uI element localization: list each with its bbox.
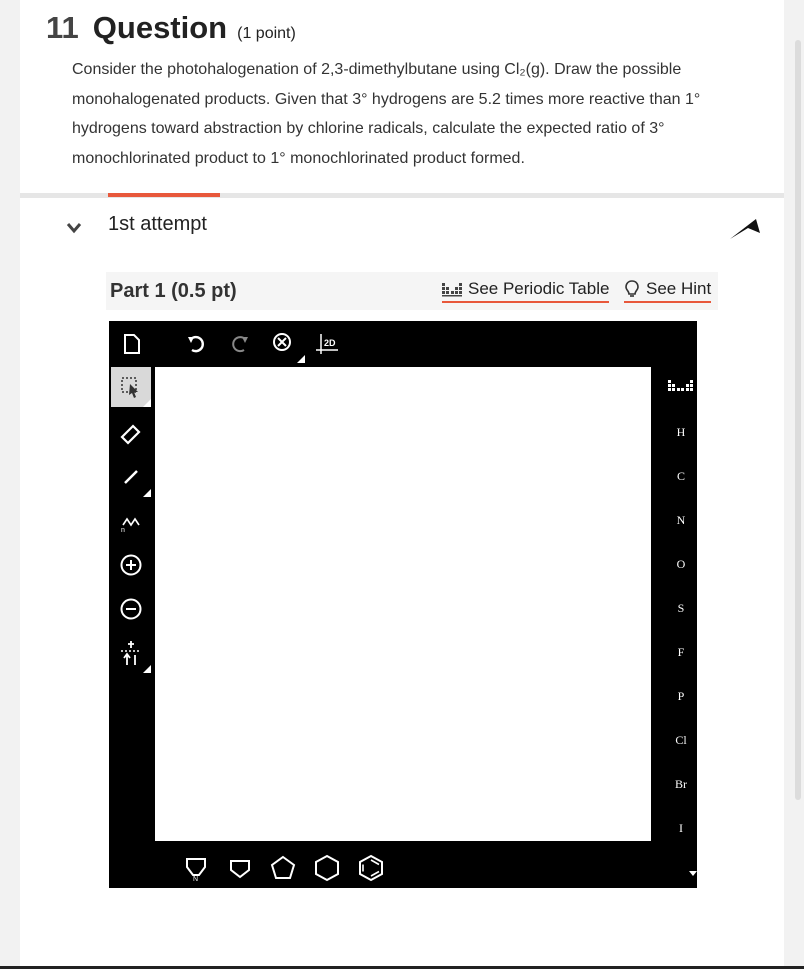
periodic-table-icon[interactable] bbox=[667, 375, 695, 399]
charge-adjust-icon[interactable] bbox=[111, 633, 151, 673]
hint-label: See Hint bbox=[646, 279, 712, 298]
element-button-f[interactable]: F bbox=[677, 645, 685, 659]
periodic-table-label: See Periodic Table bbox=[468, 279, 610, 298]
pyrrole-ring-icon[interactable] bbox=[183, 854, 209, 882]
undo-icon[interactable] bbox=[183, 331, 209, 357]
pin-icon[interactable] bbox=[726, 213, 764, 245]
element-button-p[interactable]: P bbox=[677, 689, 685, 703]
scrollbar[interactable] bbox=[795, 40, 801, 800]
chevron-down-icon[interactable] bbox=[66, 220, 82, 236]
element-button-s[interactable]: S bbox=[677, 601, 685, 615]
chain-icon[interactable] bbox=[111, 501, 151, 541]
element-button-cl[interactable]: Cl bbox=[675, 733, 687, 747]
element-button-c[interactable]: C bbox=[676, 469, 685, 483]
chevron-down-icon[interactable] bbox=[687, 869, 699, 879]
charge-minus-icon[interactable] bbox=[111, 589, 151, 629]
element-button-i[interactable]: I bbox=[679, 821, 683, 835]
zoom-clear-icon[interactable] bbox=[269, 329, 299, 359]
hint-link[interactable] bbox=[624, 279, 711, 303]
bond-single-icon[interactable] bbox=[111, 457, 151, 497]
cleanup-label: 2D bbox=[324, 338, 336, 348]
question-header bbox=[46, 10, 296, 46]
drawing-canvas[interactable] bbox=[155, 367, 651, 841]
lightbulb-icon bbox=[624, 280, 640, 298]
cyclopentane-pentagon-icon[interactable] bbox=[227, 854, 253, 882]
question-points: (1 point) bbox=[237, 25, 296, 42]
periodic-table-icon bbox=[442, 281, 462, 297]
benzene-icon[interactable] bbox=[357, 854, 385, 882]
part-title: Part 1 (0.5 pt) bbox=[110, 280, 237, 302]
element-button-n[interactable]: N bbox=[676, 513, 686, 527]
periodic-table-link[interactable] bbox=[442, 279, 609, 303]
redo-icon[interactable] bbox=[227, 331, 253, 357]
cyclohexane-icon[interactable] bbox=[313, 854, 341, 882]
element-button-br[interactable]: Br bbox=[675, 777, 687, 791]
question-number: 11 bbox=[46, 10, 79, 45]
structure-editor bbox=[109, 321, 697, 888]
question-text: Consider the photohalogenation of 2,3-dimethylbutane using Cl₂(g). Draw the possible monohalogenated products. Given that 3° hydrogens are 5.2 times more reactive than 1° hydrogens toward abstraction by chlorine radicals, calculate the expected ratio of 3° monochlorinated product to 1° monochlorinated product formed. bbox=[72, 61, 701, 167]
element-button-h[interactable]: H bbox=[676, 425, 686, 439]
selection-lasso-icon[interactable] bbox=[111, 367, 151, 407]
attempt-label[interactable]: 1st attempt bbox=[108, 213, 207, 235]
cyclopentane-icon[interactable] bbox=[269, 854, 297, 882]
question-title: Question bbox=[92, 10, 228, 45]
part-header bbox=[106, 272, 718, 310]
accent-bar bbox=[108, 193, 220, 197]
2d-cleanup-icon[interactable] bbox=[315, 329, 343, 359]
element-button-o[interactable]: O bbox=[676, 557, 686, 571]
eraser-icon[interactable] bbox=[111, 413, 151, 453]
new-document-icon[interactable] bbox=[119, 331, 145, 357]
ring-n-label: N bbox=[193, 876, 199, 881]
svg-text:n: n bbox=[121, 527, 125, 533]
charge-plus-icon[interactable] bbox=[111, 545, 151, 585]
